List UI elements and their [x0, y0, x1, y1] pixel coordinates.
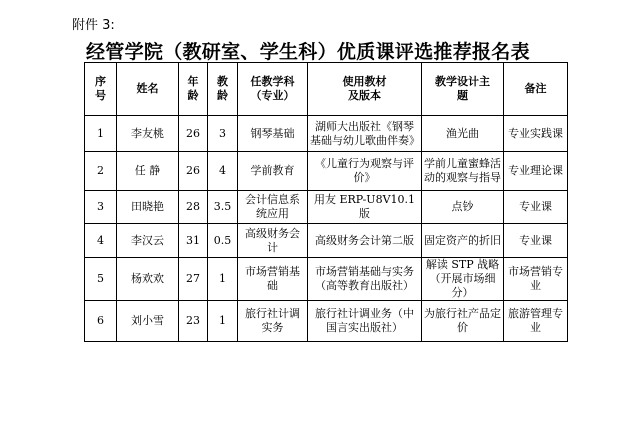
cell-teaching-years: 3.5: [208, 191, 238, 224]
header-name: 姓名: [117, 63, 179, 116]
cell-age: 27: [179, 258, 208, 301]
cell-design-topic: 为旅行社产品定价: [422, 301, 504, 342]
header-design-topic: 教学设计主 题: [422, 63, 504, 116]
cell-no: 4: [85, 224, 117, 258]
cell-name: 李友桃: [117, 116, 179, 152]
table-row: [85, 191, 568, 224]
cell-textbook: 旅行社计调业务（中国言实出版社）: [308, 301, 422, 342]
table-row: [85, 152, 568, 191]
cell-design-topic: 点钞: [422, 191, 504, 224]
cell-age: 28: [179, 191, 208, 224]
cell-no: 1: [85, 116, 117, 152]
cell-age: 31: [179, 224, 208, 258]
table-row: [85, 301, 568, 342]
cell-name: 任 静: [117, 152, 179, 191]
cell-design-topic: 渔光曲: [422, 116, 504, 152]
cell-teaching-years: 4: [208, 152, 238, 191]
cell-age: 26: [179, 152, 208, 191]
header-note: 备注: [504, 63, 568, 116]
cell-design-topic: 固定资产的折旧: [422, 224, 504, 258]
table-row: [85, 224, 568, 258]
cell-design-topic: 解读 STP 战略（开展市场细分）: [422, 258, 504, 301]
cell-textbook: 市场营销基础与实务（高等教育出版社）: [308, 258, 422, 301]
cell-no: 2: [85, 152, 117, 191]
cell-teaching-years: 1: [208, 301, 238, 342]
cell-textbook: 高级财务会计第二版: [308, 224, 422, 258]
table-row: [85, 116, 568, 152]
cell-subject: 钢琴基础: [238, 116, 308, 152]
cell-note: 专业课: [504, 224, 568, 258]
cell-no: 6: [85, 301, 117, 342]
cell-subject: 学前教育: [238, 152, 308, 191]
header-row: [85, 63, 568, 116]
cell-name: 李汉云: [117, 224, 179, 258]
cell-note: 专业实践课: [504, 116, 568, 152]
table-body: [85, 116, 568, 342]
cell-note: 专业课: [504, 191, 568, 224]
cell-age: 26: [179, 116, 208, 152]
table-row: [85, 258, 568, 301]
cell-design-topic: 学前儿童蜜蜂活动的观察与指导: [422, 152, 504, 191]
cell-subject: 旅行社计调实务: [238, 301, 308, 342]
cell-subject: 高级财务会计: [238, 224, 308, 258]
cell-no: 3: [85, 191, 117, 224]
cell-note: 旅游管理专业: [504, 301, 568, 342]
header-subject: 任教学科 （专业）: [238, 63, 308, 116]
cell-textbook: 湖师大出版社《钢琴基础与幼儿歌曲伴奏》: [308, 116, 422, 152]
cell-subject: 会计信息系统应用: [238, 191, 308, 224]
header-teaching-years: 教 龄: [208, 63, 238, 116]
cell-teaching-years: 3: [208, 116, 238, 152]
cell-name: 田晓艳: [117, 191, 179, 224]
header-age: 年 龄: [179, 63, 208, 116]
cell-note: 市场营销专业: [504, 258, 568, 301]
header-textbook: 使用教材 及版本: [308, 63, 422, 116]
attachment-label: 附件 3:: [72, 18, 115, 33]
cell-subject: 市场营销基础: [238, 258, 308, 301]
document-title: 经管学院（教研室、学生科）优质课评选推荐报名表: [86, 41, 530, 63]
cell-name: 刘小雪: [117, 301, 179, 342]
cell-textbook: 《儿童行为观察与评价》: [308, 152, 422, 191]
registration-table: [84, 62, 568, 342]
cell-textbook: 用友 ERP-U8V10.1 版: [308, 191, 422, 224]
cell-teaching-years: 0.5: [208, 224, 238, 258]
header-no: 序 号: [85, 63, 117, 116]
cell-note: 专业理论课: [504, 152, 568, 191]
cell-no: 5: [85, 258, 117, 301]
cell-age: 23: [179, 301, 208, 342]
cell-name: 杨欢欢: [117, 258, 179, 301]
cell-teaching-years: 1: [208, 258, 238, 301]
